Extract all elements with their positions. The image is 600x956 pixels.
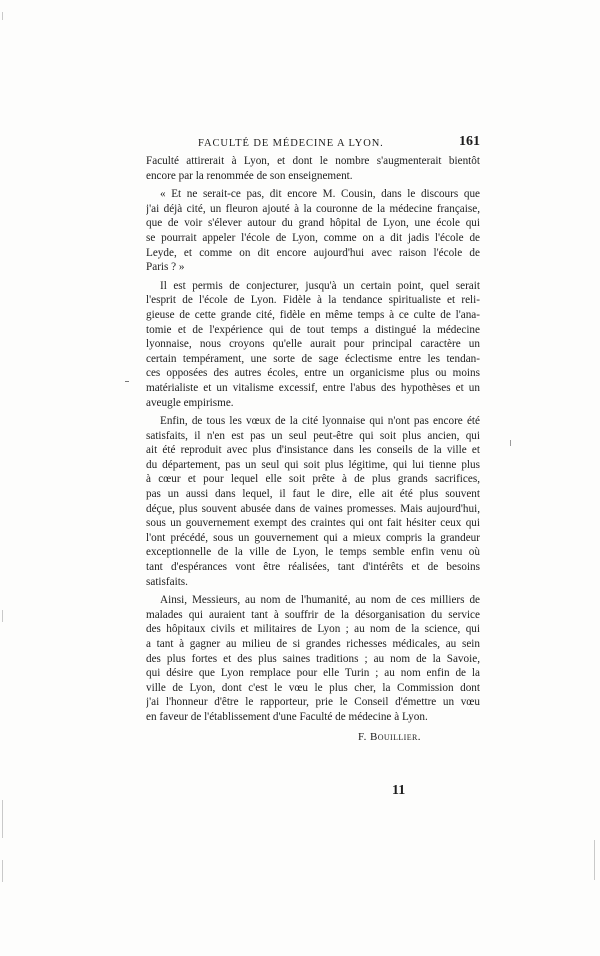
text-line: des plus fortes et des plus saines traditions ; au nom de la Savoie, <box>146 652 480 665</box>
text-line: déçue, plus souvent abusée dans de vaines promesses. Mais aujourd'hui, <box>146 502 480 515</box>
margin-mark <box>125 381 129 382</box>
text-line: ville de Lyon, dont c'est le vœu le plus cher, la Commission dont <box>146 681 480 694</box>
text-line: lyonnaise, nous croyons qu'elle aurait pour principal caractère un <box>146 338 480 351</box>
text-line: aveugle empirisme. <box>146 396 234 409</box>
text-line: exceptionnelle de la ville de Lyon, le temps semble enfin venu où <box>146 546 480 559</box>
text-line: que de voir s'élever autour du grand hôpital de Lyon, une école qui <box>146 217 480 230</box>
page-header <box>146 134 480 154</box>
text-line: pas un aussi dans lequel, il faut le dire, elle ait été plus souvent <box>146 488 480 501</box>
page-number: 161 <box>459 134 480 149</box>
text-line: j'ai l'honneur d'être le rapporteur, prie le Conseil d'émettre un vœu <box>146 696 480 709</box>
text-line: Il est permis de conjecturer, jusqu'à un certain point, quel serait <box>160 279 480 292</box>
margin-mark <box>594 840 595 880</box>
text-line: encore par la renommée de son enseignement. <box>146 169 353 182</box>
text-line: tomie et de l'expérience qui de tout temps a distingué la médecine <box>146 323 480 336</box>
margin-mark <box>2 12 3 20</box>
text-line: malades qui auraient tant à souffrir de la désorganisation du service <box>146 608 480 621</box>
running-head: FACULTÉ DE MÉDECINE A LYON. <box>198 138 384 149</box>
text-line: Enfin, de tous les vœux de la cité lyonnaise qui n'ont pas encore été <box>160 415 480 428</box>
text-line: des hôpitaux civils et militaires de Lyon ; au nom de la science, qui <box>146 623 480 636</box>
text-line: gieuse de cette grande cité, fidèle en même temps à ce culte de l'ana- <box>146 308 480 321</box>
text-line: Ainsi, Messieurs, au nom de l'humanité, au nom de ces milliers de <box>160 594 480 607</box>
text-line: sous un gouvernement exempt des craintes qui ont fait hésiter ceux qui <box>146 517 480 530</box>
margin-mark <box>2 860 3 882</box>
text-line: qui désire que Lyon remplace pour elle Turin ; au nom enfin de la <box>146 667 480 680</box>
body-text <box>146 154 480 725</box>
signature-name: Bouillier. <box>369 731 421 743</box>
text-line: matérialiste et un vitalisme excessif, entre l'abus des hypothèses et un <box>146 381 480 394</box>
signature-initial: F. <box>358 731 367 743</box>
text-line: j'ai déjà cité, un fleuron ajouté à la couronne de la médecine française, <box>146 202 480 215</box>
signature <box>358 731 421 743</box>
text-line: ait été reproduit avec plus d'insistance dans les conseils de la ville et <box>146 444 480 457</box>
text-line: « Et ne serait-ce pas, dit encore M. Cousin, dans le discours que <box>160 188 480 201</box>
text-line: ces opposées des autres écoles, entre un organicisme plus ou moins <box>146 367 480 380</box>
text-line: Faculté attirerait à Lyon, et dont le nombre s'augmenterait bientôt <box>146 155 480 167</box>
text-line: certain tempérament, une sorte de sage éclectisme entre les tendan- <box>146 352 480 365</box>
margin-mark <box>2 800 3 838</box>
text-line: à cœur et pour lequel elle soit prête à de plus grands sacrifices, <box>146 473 480 486</box>
text-line: satisfaits, il n'en est pas un seul peut-être qui soit plus ancien, qui <box>146 429 480 442</box>
text-line: du département, pas un seul qui soit plus légitime, qui lui tienne plus <box>146 458 480 471</box>
text-line: tant d'espérances vont être réalisées, tant d'intérêts et de besoins <box>146 561 480 574</box>
text-line: a tant à gagner au milieu de si grandes richesses médicales, au sein <box>146 638 480 650</box>
margin-mark <box>2 610 3 622</box>
text-line: en faveur de l'établissement d'une Faculté de médecine à Lyon. <box>146 710 428 723</box>
text-line: Leyde, et comme on dit encore aujourd'hui avec raison l'école de <box>146 246 480 259</box>
signature-number: 11 <box>392 783 406 798</box>
text-line: se pourrait appeler l'école de Lyon, comme on a dit jadis l'école de <box>146 231 480 244</box>
margin-mark <box>510 440 511 446</box>
text-line: satisfaits. <box>146 575 188 588</box>
text-line: l'ont précédé, sous un gouvernement qui a mieux compris la grandeur <box>146 531 480 544</box>
text-line: l'esprit de l'école de Lyon. Fidèle à la tendance spiritualiste et reli- <box>146 294 480 307</box>
text-line: Paris ? » <box>146 261 185 274</box>
